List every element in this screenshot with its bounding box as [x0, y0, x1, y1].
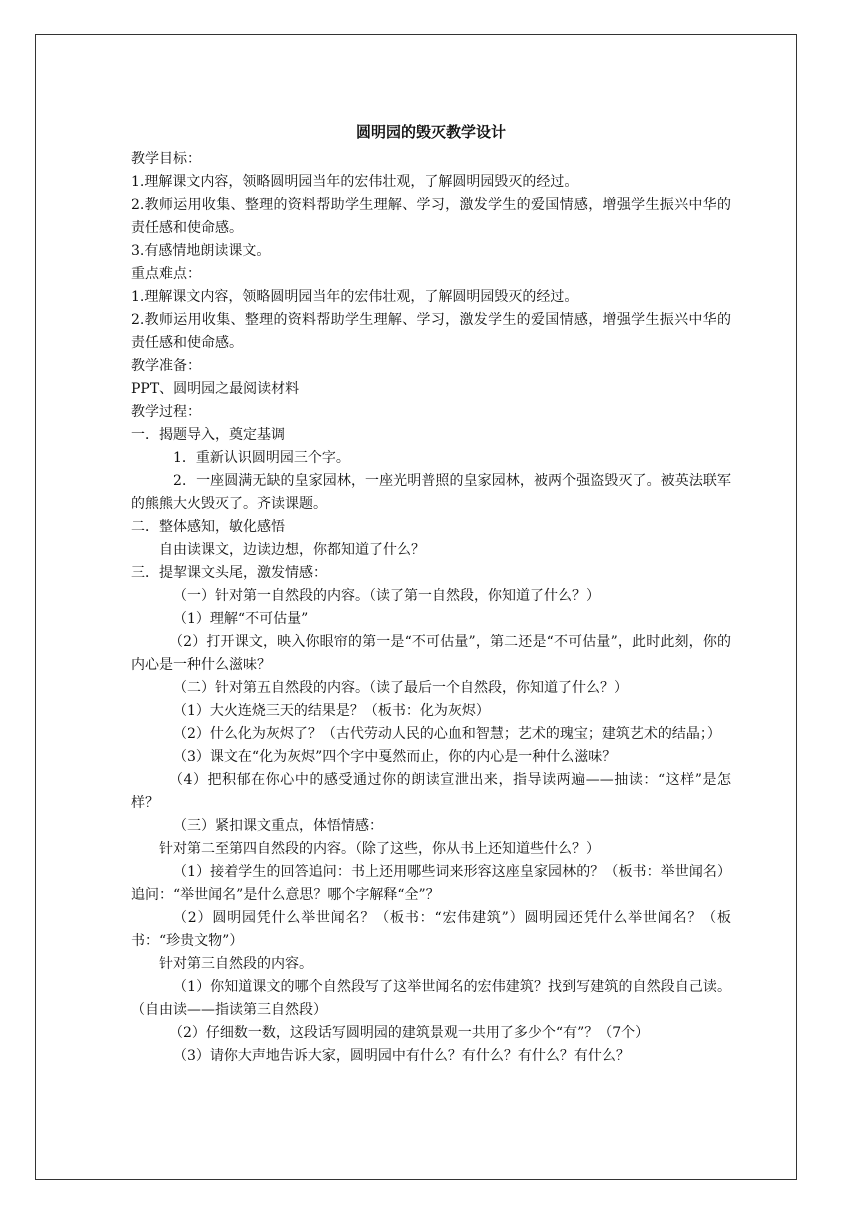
text-line: 3.有感情地朗读课文。: [131, 243, 271, 259]
document-title: 圆明园的毁灭教学设计: [355, 123, 506, 141]
text-line: （1）接着学生的回答追问：书上还用哪些词来形容这座皇家园林的？（板书：举世闻名）追问：“举世闻名”是什么意思？哪个字解释“全”？: [131, 864, 731, 903]
text-line: （2）圆明园凭什么举世闻名？（板书：“宏伟建筑”）圆明园还凭什么举世闻名？（板书：“珍贵文物”）: [131, 910, 731, 949]
text-line: 1.理解课文内容，领略圆明园当年的宏伟壮观，了解圆明园毁灭的经过。: [131, 174, 579, 190]
text-line: （1）理解“不可估量”: [173, 611, 309, 627]
text-line: 2．一座圆满无缺的皇家园林，一座光明普照的皇家园林，被两个强盗毁灭了。被英法联军的熊熊大火毁灭了。齐读课题。: [131, 473, 731, 512]
document-body: [131, 118, 731, 1068]
text-line: 2.教师运用收集、整理的资料帮助学生理解、学习，激发学生的爱国情感，增强学生振兴中华的责任感和使命感。: [131, 197, 731, 236]
text-line: 针对第三自然段的内容。: [159, 956, 313, 972]
text-line: 教学目标：: [131, 151, 201, 167]
text-line: 1．重新认识圆明园三个字。: [173, 450, 350, 466]
text-line: 自由读课文，边读边想，你都知道了什么？: [159, 542, 425, 558]
text-line: （2）仔细数一数，这段话写圆明园的建筑景观一共用了多少个“有”？（7个）: [169, 1025, 650, 1041]
text-line: （2）打开课文，映入你眼帘的第一是“不可估量”，第二还是“不可估量”，此时此刻，你的内心是一种什么滋味？: [131, 634, 731, 673]
text-line: （一）针对第一自然段的内容。（读了第一自然段，你知道了什么？）: [173, 588, 600, 604]
text-line: （二）针对第五自然段的内容。（读了最后一个自然段，你知道了什么？）: [173, 680, 628, 696]
text-line: 2.教师运用收集、整理的资料帮助学生理解、学习，激发学生的爱国情感，增强学生振兴中华的责任感和使命感。: [131, 312, 731, 351]
text-line: （1）你知道课文的哪个自然段写了这举世闻名的宏伟建筑？找到写建筑的自然段自己读。（自由读——指读第三自然段）: [131, 979, 731, 1018]
text-line: （3）请你大声地告诉大家，圆明园中有什么？有什么？有什么？有什么？: [173, 1048, 630, 1064]
text-line: （3）课文在“化为灰烬”四个字中戛然而止，你的内心是一种什么滋味？: [173, 749, 617, 765]
text-line: （4）把积郁在你心中的感受通过你的朗读宣泄出来，指导读两遍——抽读：“这样”是怎样？: [131, 772, 731, 811]
text-line: 针对第二至第四自然段的内容。（除了这些，你从书上还知道些什么？）: [159, 841, 600, 857]
text-line: （2）什么化为灰烬了？（古代劳动人民的心血和智慧；艺术的瑰宝；建筑艺术的结晶；）: [173, 726, 721, 742]
text-line: （三）紧扣课文重点，体悟情感：: [173, 818, 383, 834]
text-line: 教学过程：: [131, 404, 201, 420]
text-line: 重点难点：: [131, 266, 201, 282]
text-line: 三．提挈课文头尾，激发情感：: [131, 565, 327, 581]
text-line: 二．整体感知，敏化感悟: [131, 519, 285, 535]
text-line: 1.理解课文内容，领略圆明园当年的宏伟壮观，了解圆明园毁灭的经过。: [131, 289, 579, 305]
text-line: PPT、圆明园之最阅读材料: [131, 381, 300, 397]
text-line: 一．揭题导入，奠定基调: [131, 427, 285, 443]
text-line: （1）大火连烧三天的结果是？（板书：化为灰烬）: [173, 703, 490, 719]
document-lines: [131, 148, 731, 1068]
text-line: 教学准备：: [131, 358, 201, 374]
